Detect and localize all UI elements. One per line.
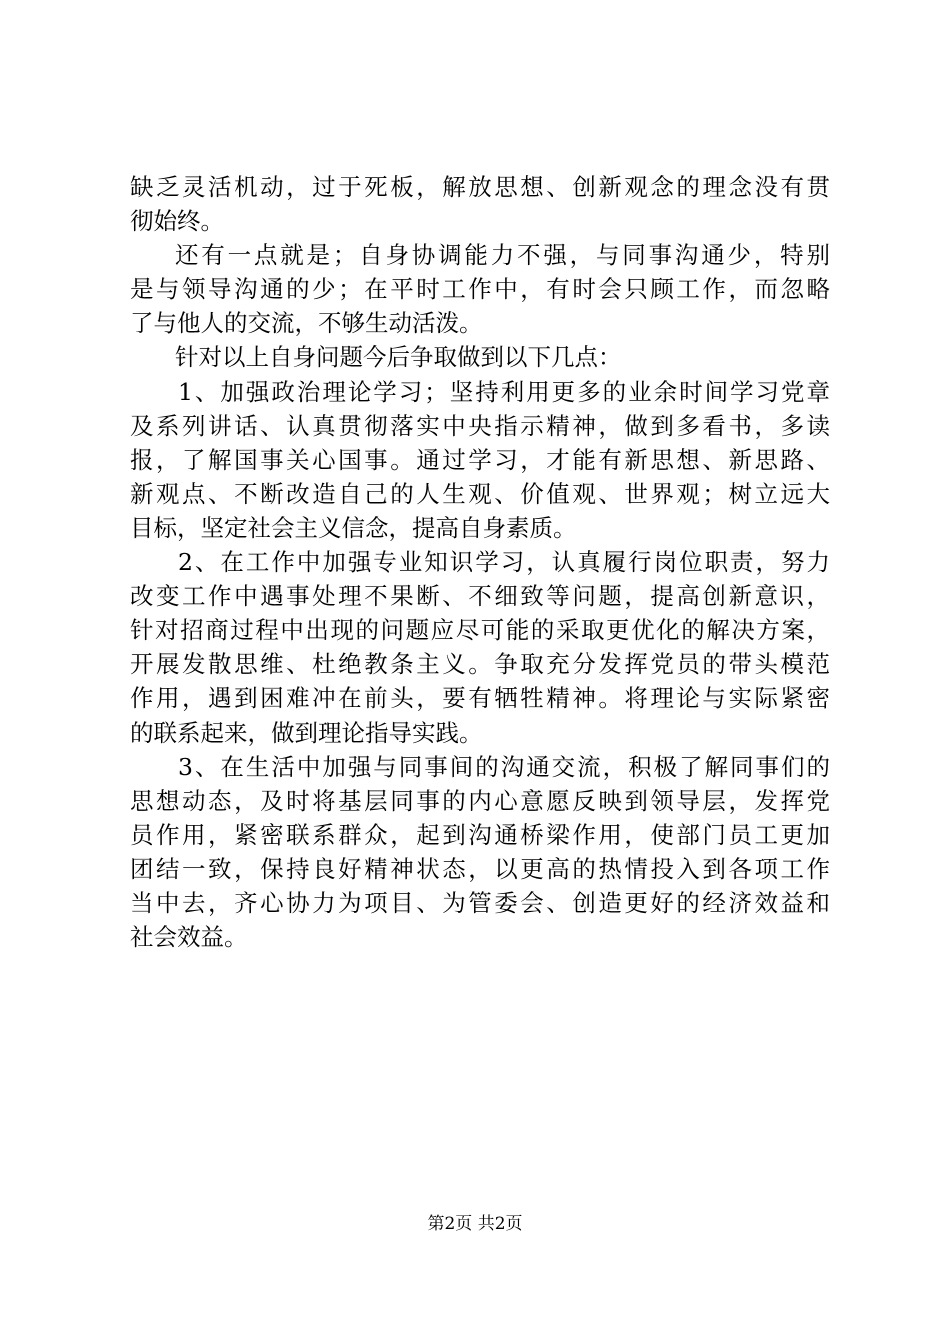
paragraph [130, 375, 830, 545]
text-line: 目标，坚定社会主义信念，提高自身素质。 [130, 513, 577, 542]
text-line: 还有一点就是；自身协调能力不强，与同事沟通少，特别 [175, 241, 830, 270]
paragraph [130, 238, 830, 340]
text-line: 彻始终。 [130, 207, 224, 236]
text-line: 及系列讲话、认真贯彻落实中央指示精神，做到多看书，多读 [130, 411, 830, 440]
text-line: 的联系起来，做到理论指导实践。 [130, 718, 483, 747]
text-line: 团结一致，保持良好精神状态，以更高的热情投入到各项工作 [130, 854, 830, 883]
text-line: 1、加强政治理论学习；坚持利用更多的业余时间学习党章 [178, 377, 830, 406]
document-body [130, 170, 830, 954]
text-line: 思想动态，及时将基层同事的内心意愿反映到领导层，发挥党 [130, 786, 830, 815]
text-line: 当中去，齐心协力为项目、为管委会、创造更好的经济效益和 [130, 888, 830, 917]
text-line: 员作用，紧密联系群众，起到沟通桥梁作用，使部门员工更加 [130, 820, 830, 849]
text-line: 新观点、不断改造自己的人生观、价值观、世界观；树立远大 [130, 479, 830, 508]
text-line: 社会效益。 [130, 923, 248, 952]
text-line: 2、在工作中加强专业知识学习，认真履行岗位职责，努力 [178, 548, 830, 577]
text-line: 是与领导沟通的少；在平时工作中，有时会只顾工作，而忽略 [130, 275, 830, 304]
paragraph [130, 340, 830, 374]
text-line: 针对招商过程中出现的问题应尽可能的采取更优化的解决方案， [130, 616, 830, 645]
text-line: 针对以上自身问题今后争取做到以下几点： [175, 343, 622, 372]
text-line: 缺乏灵活机动，过于死板，解放思想、创新观念的理念没有贯 [130, 173, 830, 201]
paragraph [130, 170, 830, 238]
paragraph [130, 750, 830, 955]
text-line: 3、在生活中加强与同事间的沟通交流，积极了解同事们的 [178, 752, 830, 781]
text-line: 了与他人的交流，不够生动活泼。 [130, 309, 483, 338]
text-line: 作用，遇到困难冲在前头，要有牺牲精神。将理论与实际紧密 [130, 684, 830, 713]
page-number-footer: 第2页 共2页 [427, 1214, 523, 1234]
paragraph [130, 545, 830, 750]
text-line: 开展发散思维、杜绝教条主义。争取充分发挥党员的带头模范 [130, 650, 830, 679]
text-line: 改变工作中遇事处理不果断、不细致等问题，提高创新意识， [130, 582, 830, 611]
text-line: 报，了解国事关心国事。通过学习，才能有新思想、新思路、 [130, 445, 830, 474]
